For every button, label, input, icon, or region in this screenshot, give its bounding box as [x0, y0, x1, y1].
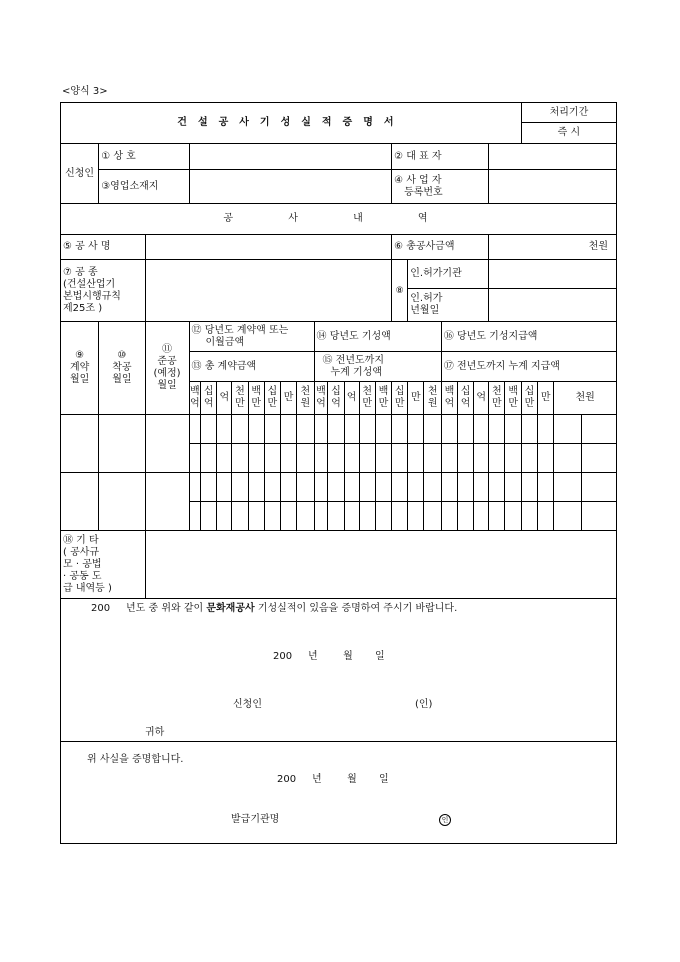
- project-name-field[interactable]: [145, 235, 392, 260]
- amount-cell[interactable]: [392, 502, 408, 531]
- amount-cell[interactable]: [441, 502, 457, 531]
- amount-cell[interactable]: [441, 473, 457, 502]
- project-name-label: ⑤ 공 사 명: [61, 235, 146, 260]
- amount-cell[interactable]: [521, 473, 537, 502]
- amount-cell[interactable]: [554, 444, 582, 473]
- unit-cell: 천 만: [359, 382, 375, 415]
- unit-cell: 천 원: [297, 382, 314, 415]
- processing-period-value: 즉 시: [521, 123, 616, 144]
- request-addressee: 귀하: [145, 727, 165, 738]
- amount-cell[interactable]: [344, 444, 359, 473]
- unit-cell: 만: [280, 382, 296, 415]
- request-text: 200 년도 중 위와 같이 문화재공사 기성실적이 있음을 증명하여 주시기 바랍니다.: [91, 603, 458, 614]
- col15-header: ⑮ 전년도까지 누계 기성액: [314, 352, 441, 382]
- amount-cell[interactable]: [538, 415, 554, 444]
- unit-cell: 억: [474, 382, 489, 415]
- request-block: [61, 599, 617, 742]
- amount-cell[interactable]: [314, 415, 328, 444]
- amount-cell[interactable]: [441, 415, 457, 444]
- data-row: [61, 473, 617, 502]
- unit-cell: 천 만: [232, 382, 248, 415]
- amount-cell[interactable]: [217, 473, 232, 502]
- amount-cell[interactable]: [201, 502, 217, 531]
- trade-name-label: ① 상 호: [99, 144, 189, 170]
- form-number-label: <양식 3>: [62, 86, 108, 97]
- amount-cell[interactable]: [297, 444, 314, 473]
- total-amount-unit[interactable]: 천원: [489, 235, 617, 260]
- unit-cell: 십 만: [392, 382, 408, 415]
- amount-cell[interactable]: [424, 502, 441, 531]
- amount-cell[interactable]: [280, 502, 296, 531]
- amount-cell[interactable]: [232, 473, 248, 502]
- amount-cell[interactable]: [458, 502, 474, 531]
- amount-cell[interactable]: [264, 502, 280, 531]
- amount-cell[interactable]: [217, 444, 232, 473]
- unit-cell: 백 만: [505, 382, 521, 415]
- unit-cell: 십 억: [458, 382, 474, 415]
- trade-name-field[interactable]: [189, 144, 392, 170]
- unit-cell: 십 억: [328, 382, 344, 415]
- contract-date-header: ⑨ 계약 월일: [61, 322, 99, 415]
- certify-text: 위 사실을 증명합니다.: [87, 754, 184, 765]
- amount-cell[interactable]: [538, 473, 554, 502]
- amount-cell[interactable]: [554, 473, 582, 502]
- amount-cell[interactable]: [474, 502, 489, 531]
- col13-header: ⑬ 총 계약금액: [189, 352, 314, 382]
- other-label: ⑱ 기 타 ( 공사규 모 · 공법 · 공동 도 급 내역등 ): [61, 531, 146, 599]
- amount-cell[interactable]: [280, 473, 296, 502]
- amount-cell[interactable]: [505, 444, 521, 473]
- unit-cell: 억: [217, 382, 232, 415]
- amount-cell[interactable]: [217, 502, 232, 531]
- certificate-form: [60, 102, 617, 844]
- permit-authority-label: 인.허가기관: [408, 260, 489, 289]
- start-date-cell-1[interactable]: [99, 415, 145, 473]
- amount-cell[interactable]: [248, 415, 264, 444]
- amount-cell[interactable]: [538, 502, 554, 531]
- amount-cell[interactable]: [189, 502, 201, 531]
- amount-cell[interactable]: [280, 415, 296, 444]
- permit-date-field[interactable]: [489, 289, 617, 322]
- seal-icon: 인: [439, 814, 451, 826]
- amount-cell[interactable]: [264, 415, 280, 444]
- business-address-field[interactable]: [189, 170, 392, 204]
- amount-cell[interactable]: [264, 473, 280, 502]
- amount-cell[interactable]: [264, 444, 280, 473]
- amount-cell[interactable]: [392, 444, 408, 473]
- permit-authority-field[interactable]: [489, 260, 617, 289]
- issuer-seal[interactable]: [439, 814, 451, 826]
- amount-cell[interactable]: [521, 502, 537, 531]
- amount-cell[interactable]: [582, 444, 617, 473]
- amount-cell[interactable]: [474, 473, 489, 502]
- amount-cell[interactable]: [359, 473, 375, 502]
- unit-cell: 십 만: [521, 382, 537, 415]
- col17-header: ⑰ 전년도까지 누계 지급액: [441, 352, 616, 382]
- col14-header: ⑭ 당년도 기성액: [314, 322, 441, 352]
- amount-cell[interactable]: [582, 502, 617, 531]
- amount-cell[interactable]: [521, 444, 537, 473]
- amount-cell[interactable]: [314, 444, 328, 473]
- amount-cell[interactable]: [297, 415, 314, 444]
- applicant-label: 신청인: [61, 144, 99, 204]
- amount-cell[interactable]: [217, 415, 232, 444]
- amount-cell[interactable]: [328, 444, 344, 473]
- amount-cell[interactable]: [248, 473, 264, 502]
- processing-period-label: 처리기간: [521, 103, 616, 123]
- amount-cell[interactable]: [458, 415, 474, 444]
- request-date[interactable]: 200 년 월 일: [273, 651, 385, 662]
- amount-cell[interactable]: [424, 473, 441, 502]
- amount-cell[interactable]: [474, 415, 489, 444]
- amount-cell[interactable]: [521, 415, 537, 444]
- work-type-field[interactable]: [145, 260, 392, 322]
- unit-cell: 백 만: [248, 382, 264, 415]
- amount-cell[interactable]: [328, 502, 344, 531]
- details-header: 공 사 내 역: [61, 204, 617, 235]
- amount-cell[interactable]: [232, 502, 248, 531]
- amount-cell[interactable]: [375, 502, 391, 531]
- unit-cell: 백 억: [441, 382, 457, 415]
- issuer-label: 발급기관명: [231, 814, 280, 825]
- amount-cell[interactable]: [280, 444, 296, 473]
- amount-cell[interactable]: [344, 502, 359, 531]
- amount-cell[interactable]: [314, 473, 328, 502]
- amount-cell[interactable]: [505, 415, 521, 444]
- amount-cell[interactable]: [201, 473, 217, 502]
- unit-cell: 만: [538, 382, 554, 415]
- amount-cell[interactable]: [248, 502, 264, 531]
- amount-cell[interactable]: [359, 444, 375, 473]
- col16-header: ⑯ 당년도 기성지급액: [441, 322, 616, 352]
- amount-cell[interactable]: [489, 502, 505, 531]
- amount-cell[interactable]: [582, 415, 617, 444]
- amount-cell[interactable]: [505, 473, 521, 502]
- amount-cell[interactable]: [441, 444, 457, 473]
- amount-cell[interactable]: [424, 415, 441, 444]
- representative-field[interactable]: [489, 144, 617, 170]
- amount-cell[interactable]: [314, 502, 328, 531]
- amount-cell[interactable]: [392, 473, 408, 502]
- amount-cell[interactable]: [344, 473, 359, 502]
- permit-number: ⑧: [392, 260, 408, 322]
- amount-cell[interactable]: [344, 415, 359, 444]
- amount-cell[interactable]: [297, 502, 314, 531]
- request-seal[interactable]: (인): [415, 699, 433, 710]
- amount-cell[interactable]: [201, 415, 217, 444]
- work-type-label: ⑦ 공 종 (건설산업기 본법시행규칙 제25조 ): [61, 260, 146, 322]
- amount-cell[interactable]: [474, 444, 489, 473]
- unit-cell: 천 원: [424, 382, 441, 415]
- amount-cell[interactable]: [232, 415, 248, 444]
- amount-cell[interactable]: [554, 502, 582, 531]
- certify-block: [61, 742, 617, 844]
- business-reg-field[interactable]: [489, 170, 617, 204]
- permit-date-label: 인.허가 년월일: [408, 289, 489, 322]
- business-reg-label: ④ 사 업 자 등록번호: [392, 170, 489, 204]
- unit-cell: 백 억: [189, 382, 201, 415]
- amount-cell[interactable]: [408, 444, 424, 473]
- unit-cell: 백 억: [314, 382, 328, 415]
- unit-cell: 천원: [554, 382, 617, 415]
- amount-cell[interactable]: [489, 444, 505, 473]
- business-address-label: ③영업소재지: [99, 170, 189, 204]
- other-field[interactable]: [145, 531, 616, 599]
- data-row: [61, 415, 617, 444]
- amount-cell[interactable]: [359, 502, 375, 531]
- amount-cell[interactable]: [201, 444, 217, 473]
- contract-date-cell-1[interactable]: [61, 415, 99, 473]
- amount-cell[interactable]: [189, 473, 201, 502]
- start-date-header: ⑩ 착공 월일: [99, 322, 145, 415]
- unit-cell: 천 만: [489, 382, 505, 415]
- amount-cell[interactable]: [408, 415, 424, 444]
- amount-cell[interactable]: [458, 473, 474, 502]
- total-amount-label: ⑥ 총공사금액: [392, 235, 489, 260]
- amount-cell[interactable]: [489, 473, 505, 502]
- amount-cell[interactable]: [232, 444, 248, 473]
- contract-date-cell-2[interactable]: [61, 473, 99, 531]
- amount-cell[interactable]: [458, 444, 474, 473]
- unit-cell: 억: [344, 382, 359, 415]
- certify-date[interactable]: 200 년 월 일: [277, 774, 389, 785]
- representative-label: ② 대 표 자: [392, 144, 489, 170]
- amount-cell[interactable]: [554, 415, 582, 444]
- amount-cell[interactable]: [408, 473, 424, 502]
- amount-cell[interactable]: [538, 444, 554, 473]
- amount-cell[interactable]: [375, 415, 391, 444]
- amount-cell[interactable]: [392, 415, 408, 444]
- amount-cell[interactable]: [424, 444, 441, 473]
- amount-cell[interactable]: [189, 415, 201, 444]
- col12-header: ⑫ 당년도 계약액 또는 이월금액: [189, 322, 314, 352]
- amount-cell[interactable]: [505, 502, 521, 531]
- request-applicant-label: 신청인: [233, 699, 262, 710]
- amount-cell[interactable]: [408, 502, 424, 531]
- amount-cell[interactable]: [189, 444, 201, 473]
- amount-cell[interactable]: [328, 415, 344, 444]
- unit-cell: 백 만: [375, 382, 391, 415]
- amount-cell[interactable]: [328, 473, 344, 502]
- start-date-cell-2[interactable]: [99, 473, 145, 531]
- finish-date-cell-1[interactable]: [145, 415, 189, 473]
- amount-cell[interactable]: [359, 415, 375, 444]
- amount-cell[interactable]: [489, 415, 505, 444]
- amount-cell[interactable]: [297, 473, 314, 502]
- amount-cell[interactable]: [375, 444, 391, 473]
- unit-cell: 십 억: [201, 382, 217, 415]
- amount-cell[interactable]: [375, 473, 391, 502]
- amount-cell[interactable]: [582, 473, 617, 502]
- finish-date-cell-2[interactable]: [145, 473, 189, 531]
- unit-cell: 십 만: [264, 382, 280, 415]
- unit-cell: 만: [408, 382, 424, 415]
- amount-cell[interactable]: [248, 444, 264, 473]
- finish-date-header: ⑪ 준공 (예정) 월일: [145, 322, 189, 415]
- form-title: 건설공사기성실적증명서: [61, 103, 522, 144]
